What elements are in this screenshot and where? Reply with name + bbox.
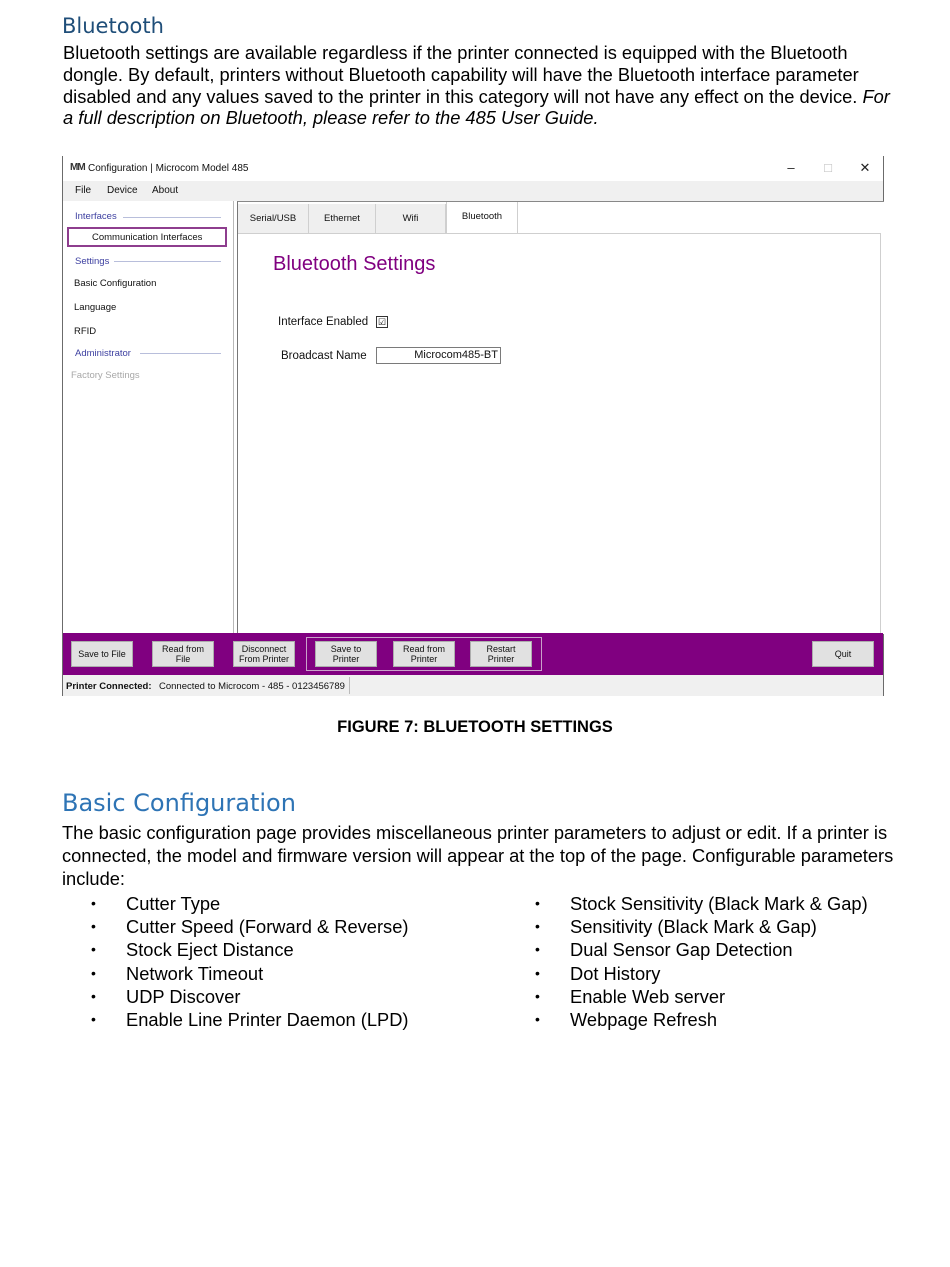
list-item-text: Webpage Refresh bbox=[570, 1009, 718, 1031]
interface-enabled-label: Interface Enabled bbox=[278, 316, 369, 328]
list-item-text: Enable Line Printer Daemon (LPD) bbox=[126, 1009, 409, 1031]
list-item bbox=[506, 892, 868, 915]
bullet-icon: • bbox=[91, 987, 96, 1004]
read-from-printer-button[interactable]: Read from Printer bbox=[393, 641, 455, 667]
divider bbox=[114, 261, 221, 262]
panel-title: Bluetooth Settings bbox=[273, 253, 436, 275]
broadcast-name-input[interactable]: Microcom485-BT bbox=[376, 347, 501, 364]
list-item bbox=[62, 892, 409, 915]
app-logo-icon: MM bbox=[70, 162, 85, 173]
nav-group-interfaces: Interfaces bbox=[75, 211, 117, 222]
list-item bbox=[62, 938, 409, 961]
list-item-text: Cutter Speed (Forward & Reverse) bbox=[126, 916, 409, 938]
list-item-text: Enable Web server bbox=[570, 985, 726, 1007]
list-item-text: Stock Sensitivity (Black Mark & Gap) bbox=[570, 893, 868, 914]
list-item bbox=[62, 1008, 409, 1031]
parameter-list-right bbox=[506, 892, 868, 1031]
menu-about[interactable]: About bbox=[152, 185, 179, 196]
configuration-window bbox=[62, 156, 884, 696]
bullet-icon: • bbox=[91, 918, 96, 935]
bullet-icon: • bbox=[535, 1011, 540, 1028]
menu-bar bbox=[63, 181, 883, 201]
maximize-icon[interactable]: □ bbox=[824, 160, 832, 175]
list-item bbox=[506, 985, 868, 1008]
bullet-icon: • bbox=[91, 964, 96, 981]
divider bbox=[349, 677, 350, 694]
sidebar-item-rfid[interactable]: RFID bbox=[74, 326, 97, 337]
list-item bbox=[506, 962, 868, 985]
sidebar-item-language[interactable]: Language bbox=[74, 302, 117, 313]
menu-file[interactable]: File bbox=[75, 185, 92, 196]
sidebar-nav bbox=[65, 201, 234, 633]
tab-serial-usb[interactable]: Serial/USB bbox=[238, 204, 309, 234]
read-from-file-button[interactable]: Read from File bbox=[152, 641, 214, 667]
bullet-icon: • bbox=[91, 941, 96, 958]
tab-ethernet[interactable]: Ethernet bbox=[309, 204, 376, 234]
nav-group-administrator: Administrator bbox=[75, 348, 131, 359]
restart-printer-button[interactable]: Restart Printer bbox=[470, 641, 532, 667]
list-item-text: Network Timeout bbox=[126, 962, 264, 984]
section-body-bluetooth bbox=[63, 42, 903, 129]
minimize-icon[interactable]: – bbox=[787, 160, 795, 175]
figure-caption: FIGURE 7: BLUETOOTH SETTINGS bbox=[337, 718, 613, 736]
section-title-basic-configuration: Basic Configuration bbox=[62, 789, 296, 817]
sidebar-item-basic-configuration[interactable]: Basic Configuration bbox=[74, 278, 157, 289]
status-label: Printer Connected: bbox=[66, 681, 152, 692]
broadcast-name-label: Broadcast Name bbox=[281, 350, 367, 362]
parameter-list-left bbox=[62, 892, 409, 1031]
list-item bbox=[506, 938, 868, 961]
close-icon[interactable]: ✕ bbox=[859, 160, 871, 175]
list-item-text: Dual Sensor Gap Detection bbox=[570, 939, 793, 961]
window-titlebar[interactable] bbox=[63, 156, 883, 181]
section-body-basic-configuration: The basic configuration page provides miscellaneous printer parameters to adjust or edit. If a printer is connected, the model and firmware version will appear at the top of the page. Configurable parameters include: bbox=[62, 822, 894, 889]
body-text: Bluetooth settings are available regardless if the printer connected is equipped with the Bluetooth dongle. By default, printers without Bluetooth capability will have the Bluetooth interface parameter disabled and any values saved to the printer in this category will not have any effect on the device. bbox=[63, 42, 863, 107]
tab-bluetooth[interactable]: Bluetooth bbox=[446, 202, 518, 234]
bullet-icon: • bbox=[535, 987, 540, 1004]
window-title: Configuration | Microcom Model 485 bbox=[88, 163, 249, 174]
sidebar-item-communication-interfaces[interactable] bbox=[67, 227, 227, 247]
interface-enabled-checkbox[interactable]: ☑ bbox=[377, 317, 387, 327]
save-to-file-button[interactable]: Save to File bbox=[71, 641, 133, 667]
list-item-text: Sensitivity (Black Mark & Gap) bbox=[570, 916, 817, 938]
bullet-icon: • bbox=[91, 1011, 96, 1028]
divider bbox=[140, 353, 221, 354]
action-button-bar bbox=[63, 633, 883, 675]
bullet-icon: • bbox=[535, 895, 540, 911]
list-item-text: UDP Discover bbox=[126, 985, 241, 1007]
body-text-italic: For a full description on Bluetooth, please refer to the 485 User Guide. bbox=[63, 85, 890, 129]
disconnect-button[interactable]: Disconnect From Printer bbox=[233, 641, 295, 667]
menu-device[interactable]: Device bbox=[107, 185, 138, 196]
nav-group-settings: Settings bbox=[75, 256, 110, 267]
tab-content-area bbox=[237, 201, 884, 634]
list-item-text: Cutter Type bbox=[126, 893, 221, 914]
list-item-text: Stock Eject Distance bbox=[126, 939, 294, 961]
list-item bbox=[506, 915, 868, 938]
save-to-printer-button[interactable]: Save to Printer bbox=[315, 641, 377, 667]
bluetooth-settings-panel bbox=[238, 233, 881, 634]
list-item bbox=[62, 915, 409, 938]
status-value: Connected to Microcom - 485 - 0123456789 bbox=[159, 681, 345, 692]
list-item bbox=[62, 962, 409, 985]
list-item bbox=[62, 985, 409, 1008]
list-item bbox=[506, 1008, 868, 1031]
divider bbox=[123, 217, 221, 218]
status-bar bbox=[63, 675, 883, 696]
list-item-text: Dot History bbox=[570, 962, 661, 984]
bullet-icon: • bbox=[91, 895, 96, 911]
sidebar-item-factory-settings[interactable]: Factory Settings bbox=[71, 370, 140, 381]
sidebar-item-label: Communication Interfaces bbox=[92, 232, 203, 243]
tab-wifi[interactable]: Wifi bbox=[376, 204, 446, 234]
bullet-icon: • bbox=[535, 918, 540, 935]
section-title-bluetooth: Bluetooth bbox=[62, 14, 164, 38]
quit-button[interactable]: Quit bbox=[812, 641, 874, 667]
bullet-icon: • bbox=[535, 941, 540, 958]
bullet-icon: • bbox=[535, 964, 540, 981]
